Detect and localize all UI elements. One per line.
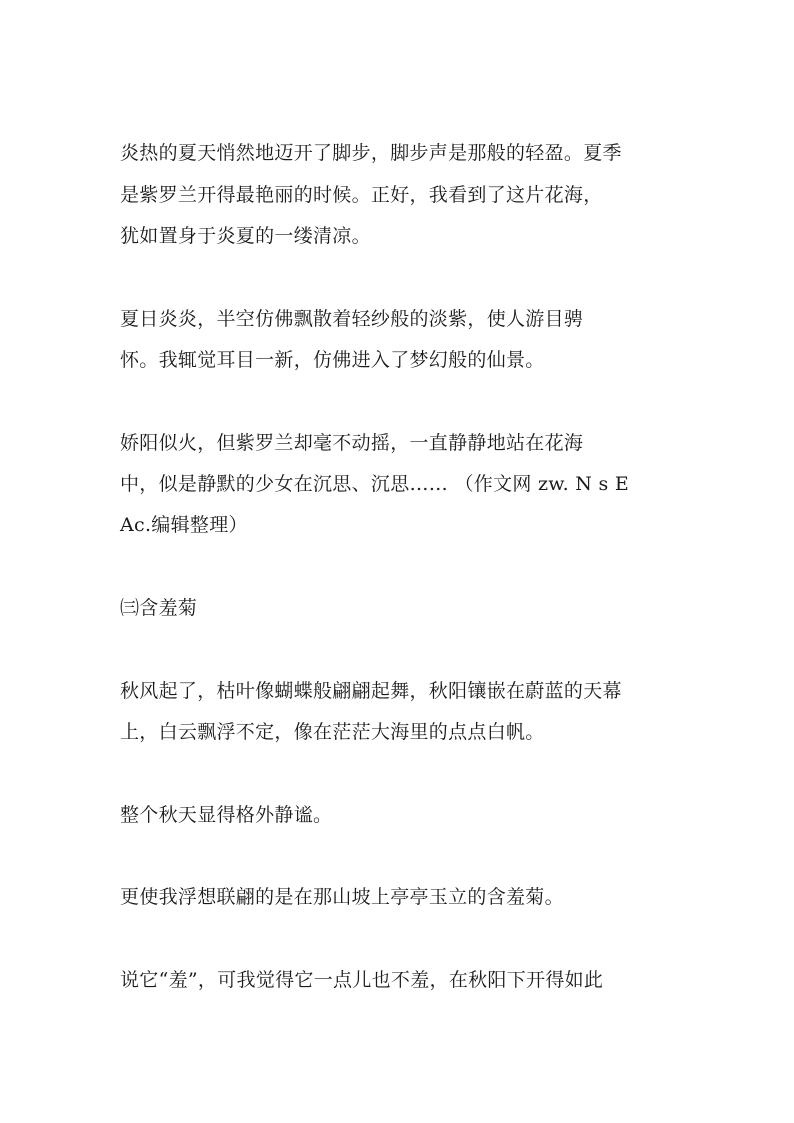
- text-line: 犹如置身于炎夏的一缕清凉。: [120, 225, 371, 247]
- text-line: 更使我浮想联翩的是在那山坡上亭亭玉立的含羞菊。: [120, 886, 564, 908]
- text-line: 上，白云飘浮不定，像在茫茫大海里的点点白帆。: [120, 721, 545, 743]
- text-line: 夏日炎炎，半空仿佛飘散着轻纱般的淡紫，使人游目骋: [120, 308, 584, 330]
- text-line: 是紫罗兰开得最艳丽的时候。正好，我看到了这片花海，: [120, 184, 603, 206]
- text-line: 娇阳似火，但紫罗兰却毫不动摇，一直静静地站在花海: [120, 432, 584, 454]
- text-line: 秋风起了，枯叶像蝴蝶般翩翩起舞，秋阳镶嵌在蔚蓝的天幕: [120, 680, 622, 702]
- section-heading: ㈢含羞菊: [120, 597, 198, 619]
- text-line: Ac.编辑整理）: [120, 514, 248, 536]
- text-line: 怀。我辄觉耳目一新，仿佛进入了梦幻般的仙景。: [120, 349, 545, 371]
- text-line: 说它“羞”，可我觉得它一点儿也不羞，在秋阳下开得如此: [120, 969, 604, 991]
- text-line: 整个秋天显得格外静谧。: [120, 804, 333, 826]
- text-line: 炎热的夏天悄然地迈开了脚步，脚步声是那般的轻盈。夏季: [120, 142, 622, 164]
- text-line: 中，似是静默的少女在沉思、沉思…… （作文网 zw. N s E: [120, 473, 630, 495]
